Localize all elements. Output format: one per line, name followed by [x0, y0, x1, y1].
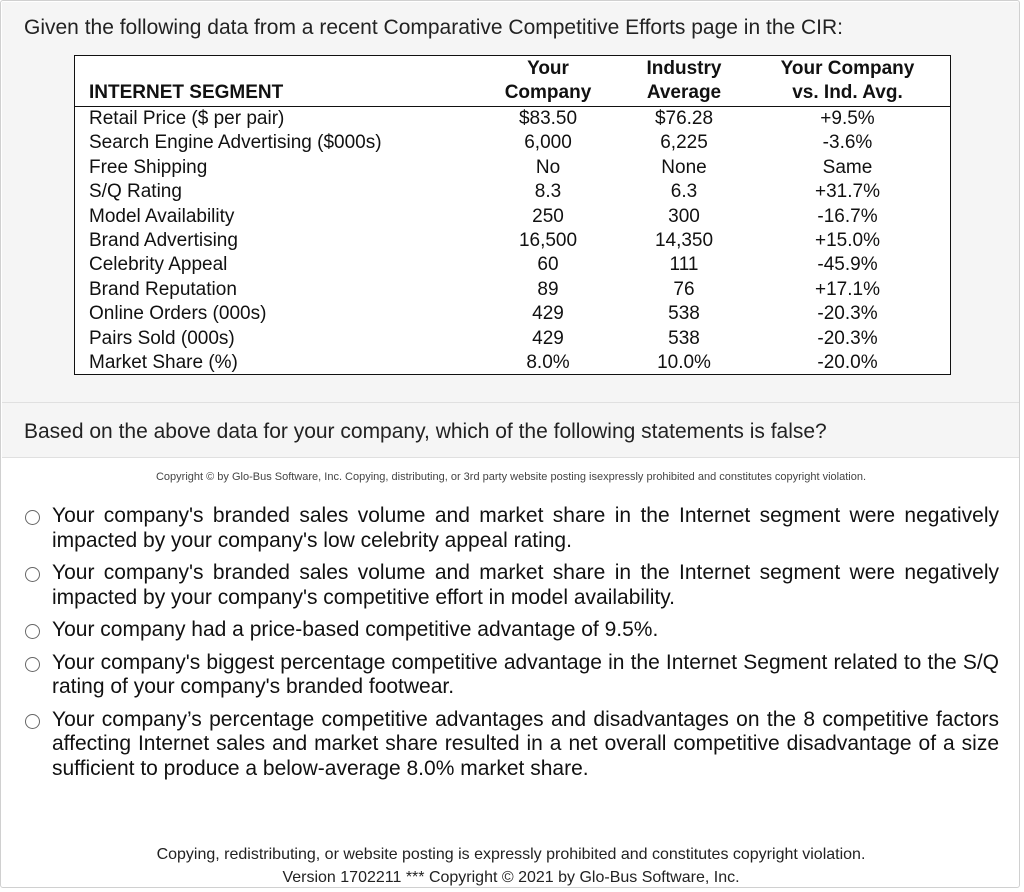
col-vs-header-line2: vs. Ind. Avg.	[792, 82, 903, 103]
row-ind-value: 10.0%	[657, 352, 711, 373]
row-vs-value: +15.0%	[815, 230, 880, 251]
row-ind-value: None	[661, 156, 707, 178]
row-you-value: 250	[532, 205, 564, 227]
row-you-value: 6,000	[524, 132, 572, 154]
row-vs-value: Same	[822, 156, 873, 178]
row-ind-value: 76	[673, 278, 695, 300]
col-you-header-line1: Your	[527, 58, 569, 79]
footer-copyright-line: Copying, redistributing, or website posting is expressly prohibited and constitutes copyright violation.	[156, 846, 866, 863]
radio-button[interactable]	[25, 714, 40, 729]
col-vs-header-line1: Your Company	[780, 58, 915, 79]
radio-button[interactable]	[25, 624, 40, 639]
row-vs-value: -16.7%	[817, 205, 878, 227]
option-text: Your company's branded sales volume and market share in the Internet segment were negatively impacted by your company's competitive effort in model availability.	[52, 561, 999, 609]
question-text: Based on the above data for your company, which of the following statements is false?	[24, 420, 827, 443]
row-label: Search Engine Advertising ($000s)	[89, 132, 382, 154]
option-text: Your company’s percentage competitive advantages and disadvantages on the 8 competitive factors affecting Internet sales and market share resulted in a net overall competitive disadvantage of a size sufficient to produce a below-average 8.0% market share.	[52, 707, 999, 780]
row-vs-value: -20.0%	[817, 352, 878, 373]
row-you-value: $83.50	[518, 108, 578, 129]
radio-button[interactable]	[25, 567, 40, 582]
row-vs-value: -20.3%	[817, 303, 878, 325]
option-text: Your company had a price-based competitive advantage of 9.5%.	[52, 618, 659, 641]
row-label: Brand Advertising	[89, 230, 238, 251]
row-label: Market Share (%)	[89, 352, 238, 373]
radio-button[interactable]	[25, 510, 40, 525]
answer-option-3[interactable]	[23, 618, 999, 643]
row-vs-value: +31.7%	[815, 181, 880, 203]
row-vs-value: -20.3%	[817, 327, 878, 349]
row-label: Pairs Sold (000s)	[89, 327, 235, 349]
col-you-header-line2: Company	[504, 82, 592, 103]
row-label: Free Shipping	[89, 156, 208, 178]
col-ind-header-line1: Industry	[646, 58, 722, 79]
header-divider	[75, 106, 950, 107]
row-ind-value: 6.3	[670, 181, 698, 203]
row-ind-value: 538	[668, 327, 700, 349]
row-vs-value: -45.9%	[817, 254, 878, 276]
answer-option-1[interactable]	[23, 504, 999, 553]
col-ind-header-line2: Average	[646, 82, 722, 103]
answer-option-2[interactable]	[23, 561, 999, 610]
row-you-value: 429	[532, 303, 564, 325]
row-you-value: 429	[532, 327, 564, 349]
row-you-value: 60	[537, 254, 559, 276]
data-panel	[2, 2, 1020, 403]
row-ind-value: $76.28	[654, 108, 714, 129]
row-you-value: No	[535, 156, 561, 178]
row-ind-value: 538	[668, 303, 700, 325]
answer-option-5[interactable]	[23, 708, 999, 782]
row-you-value: 8.3	[534, 181, 562, 203]
radio-button[interactable]	[25, 657, 40, 672]
option-text: Your company's branded sales volume and market share in the Internet segment were negatively impacted by your company's low celebrity appeal rating.	[52, 504, 999, 552]
row-label: Celebrity Appeal	[89, 254, 228, 276]
row-label: S/Q Rating	[89, 181, 182, 203]
copyright-notice: Copyright © by Glo-Bus Software, Inc. Copying, distributing, or 3rd party website posting isexpressly prohibited and constitutes copyright violation.	[155, 471, 866, 483]
row-label: Model Availability	[89, 205, 235, 227]
option-text: Your company's biggest percentage competitive advantage in the Internet Segment related to the S/Q rating of your company's branded footwear.	[52, 650, 999, 698]
row-ind-value: 14,350	[654, 230, 714, 251]
row-you-value: 89	[537, 278, 559, 300]
row-ind-value: 111	[669, 254, 699, 276]
row-ind-value: 6,225	[660, 132, 708, 154]
answer-option-4[interactable]	[23, 651, 999, 700]
row-label: Online Orders (000s)	[89, 303, 267, 325]
question-panel	[2, 403, 1020, 458]
row-you-value: 8.0%	[526, 352, 570, 373]
row-label: Brand Reputation	[89, 278, 237, 300]
cir-data-table	[74, 55, 951, 375]
question-intro: Given the following data from a recent Comparative Competitive Efforts page in the CIR:	[24, 16, 844, 39]
segment-header: INTERNET SEGMENT	[89, 82, 284, 103]
row-vs-value: +17.1%	[815, 278, 880, 300]
answer-options	[23, 504, 999, 789]
footer	[1, 843, 1020, 888]
row-you-value: 16,500	[518, 230, 578, 251]
row-vs-value: +9.5%	[820, 108, 875, 129]
row-vs-value: -3.6%	[822, 132, 873, 154]
row-label: Retail Price ($ per pair)	[89, 108, 285, 129]
row-ind-value: 300	[668, 205, 700, 227]
footer-version-line: Version 1702211 *** Copyright © 2021 by Glo-Bus Software, Inc.	[282, 869, 740, 886]
